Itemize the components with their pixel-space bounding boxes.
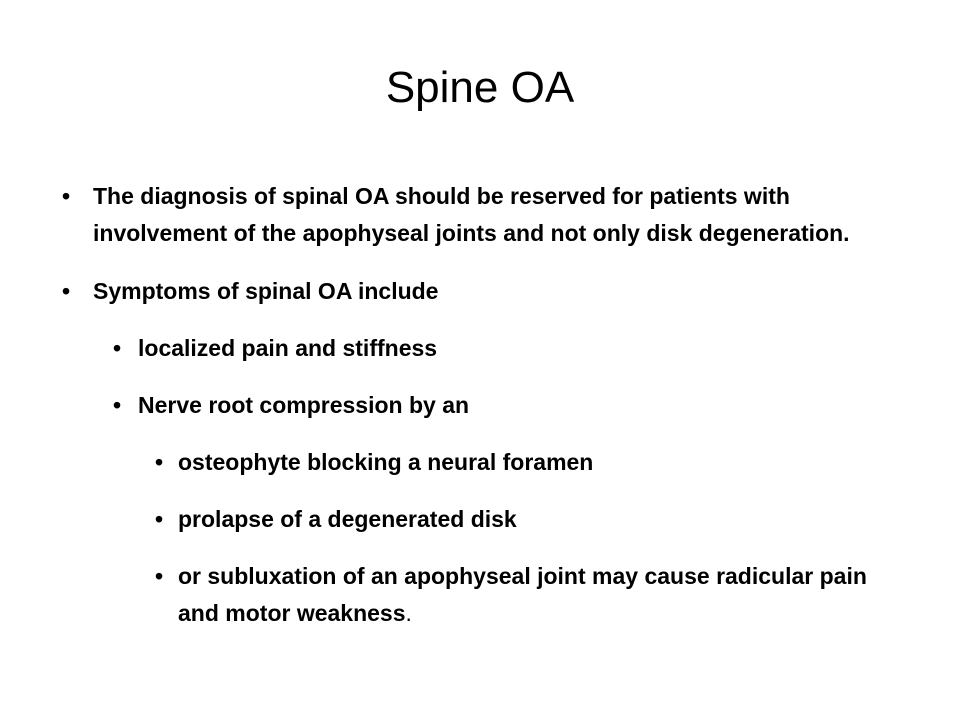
bullet-dot: • (62, 183, 71, 209)
sub-sub-bullet-item (62, 558, 912, 632)
bullet-item (62, 178, 912, 252)
bullet-dot: • (155, 563, 164, 589)
bullet-dot: • (155, 506, 164, 532)
bullet-item (62, 273, 912, 310)
slide-title: Spine OA (385, 63, 575, 112)
bullet-dot: • (113, 392, 122, 418)
bullet-list (62, 178, 912, 632)
bullet-dot: • (155, 449, 164, 475)
bullet-text: or subluxation of an apophyseal joint may cause radicular pain and motor weakness (178, 563, 867, 626)
bullet-dot: • (62, 278, 71, 304)
bullet-trailing-period: . (405, 600, 412, 626)
sub-bullet-item (62, 387, 912, 424)
sub-sub-bullet-item (62, 444, 912, 481)
bullet-text: The diagnosis of spinal OA should be reserved for patients with involvement of the apophyseal joints and not only disk degeneration. (93, 183, 850, 246)
bullet-text: localized pain and stiffness (138, 335, 438, 361)
bullet-text: Nerve root compression by an (138, 392, 470, 418)
bullet-text: osteophyte blocking a neural foramen (178, 449, 594, 475)
bullet-text: prolapse of a degenerated disk (178, 506, 517, 532)
sub-sub-bullet-item (62, 501, 912, 538)
sub-bullet-item (62, 330, 912, 367)
bullet-dot: • (113, 335, 122, 361)
bullet-text-wrap (178, 558, 912, 632)
bullet-text: Symptoms of spinal OA include (93, 278, 439, 304)
